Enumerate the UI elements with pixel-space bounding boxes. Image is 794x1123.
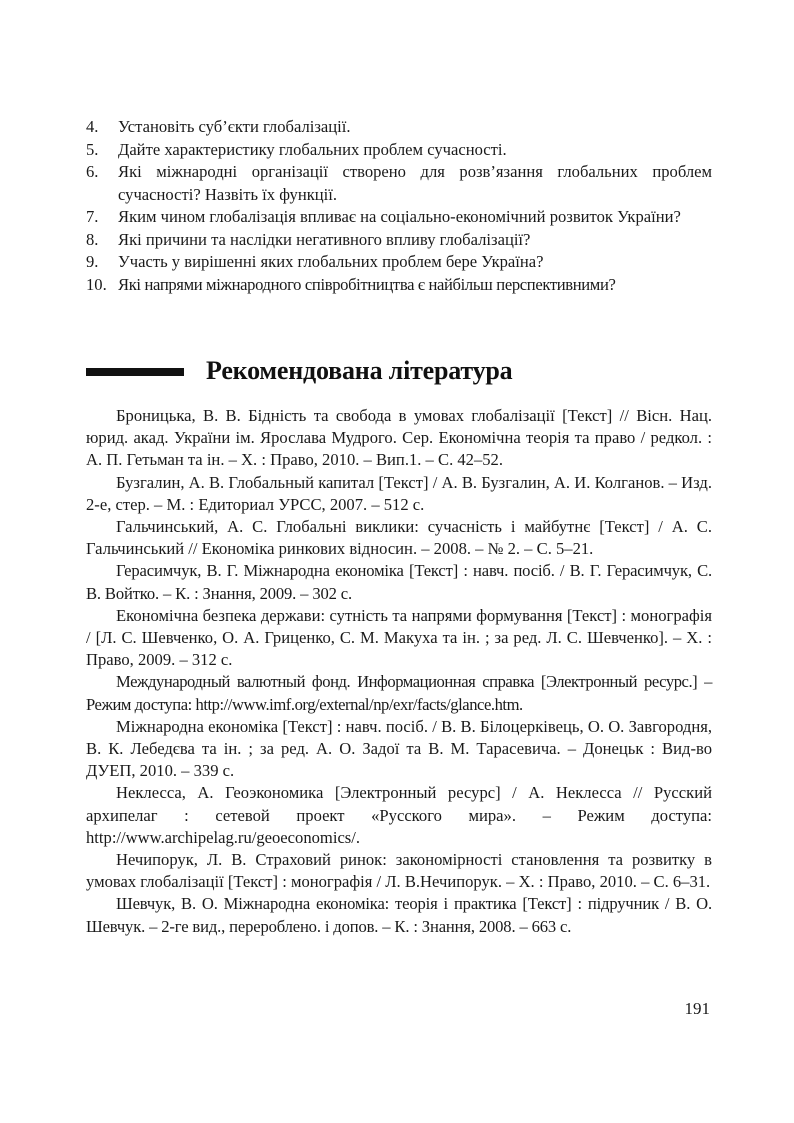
reference-entry: Броницька, В. В. Бідність та свобода в умовах глобалізації [Текст] // Вісн. Нац. юрид. акад. України ім. Ярослава Мудрого. Сер. Економічна теорія та право / редкол. : А. П. Гетьман та ін. – Х. : Право, 2010. – Вип.1. – С. 42–52. <box>86 406 712 470</box>
question-text: Участь у вирішенні яких глобальних проблем бере Україна? <box>118 252 544 271</box>
question-text: Яким чином глобалізація впливає на соціально-економічний розвиток України? <box>118 207 681 226</box>
question-number: 6. <box>86 162 99 181</box>
question-item <box>86 161 712 206</box>
question-item <box>86 139 712 162</box>
question-text: Які міжнародні організації створено для розв’язання глобальних проблем сучасності? Назвіть їх функції. <box>118 162 712 204</box>
question-item <box>86 116 712 139</box>
question-text: Дайте характеристику глобальних проблем сучасності. <box>118 139 507 159</box>
reference-entry: Шевчук, В. О. Міжнародна економіка: теорія і практика [Текст] : підручник / В. О. Шевчук. – 2-ге вид., перероблено. і допов. – К. : Знання, 2008. – 663 с. <box>86 894 712 936</box>
reference-entry: Нечипорук, Л. В. Страховий ринок: закономірності становлення та розвитку в умовах глобалізації [Текст] : монографія / Л. В.Нечипорук. – Х. : Право, 2010. – С. 6–31. <box>86 850 712 892</box>
question-item <box>86 274 712 297</box>
section-title: Рекомендована література <box>206 356 513 385</box>
reference-entry: Економічна безпека держави: сутність та напрями формування [Текст] : монографія / [Л. С. Шевченко, О. А. Гриценко, С. М. Макуха та ін. ; за ред. Л. С. Шевченко]. – Х. : Право, 2009. – 312 с. <box>86 605 712 670</box>
reference-entry: Міжнародна економіка [Текст] : навч. посіб. / В. В. Білоцерківець, О. О. Завгородня, В. К. Лебедєва та ін. ; за ред. А. О. Задої та В. М. Тарасевича. – Донецьк : Вид-во ДУЕП, 2010. – 339 с. <box>86 716 712 781</box>
section-heading-bar <box>86 368 184 376</box>
reference-list <box>86 405 712 938</box>
reference-entry: Гальчинський, А. С. Глобальні виклики: сучасність і майбутнє [Текст] / А. С. Гальчинський // Економіка ринкових відносин. – 2008. – № 2. – С. 5–21. <box>86 517 712 559</box>
question-item <box>86 206 712 229</box>
question-number: 4. <box>86 117 99 136</box>
question-text: Установіть суб’єкти глобалізації. <box>118 117 351 136</box>
review-questions-list <box>86 116 712 296</box>
reference-entry: Герасимчук, В. Г. Міжнародна економіка [Текст] : навч. посіб. / В. Г. Герасимчук, С. В. Войтко. – К. : Знання, 2009. – 302 с. <box>86 561 712 603</box>
question-number: 5. <box>86 139 99 159</box>
reference-entry: Международный валютный фонд. Информационная справка [Электронный ресурс.] – Режим доступа: http://www.imf.org/external/np/exr/facts/glance.htm. <box>86 672 712 714</box>
question-item <box>86 229 712 252</box>
reference-entry: Неклесса, А. Геоэкономика [Электронный ресурс] / А. Неклесса // Русский архипелаг : сетевой проект «Русского мира». – Режим доступа: http://www.archipelag.ru/geoeconomics/. <box>86 783 712 847</box>
question-item <box>86 251 712 274</box>
question-text: Які напрями міжнародного співробітництва є найбільш перспективними? <box>118 274 616 294</box>
question-text: Які причини та наслідки негативного впливу глобалізації? <box>118 229 531 249</box>
question-number: 7. <box>86 207 99 226</box>
question-number: 10. <box>86 274 107 294</box>
reference-entry: Бузгалин, А. В. Глобальный капитал [Текст] / А. В. Бузгалин, А. И. Колганов. – Изд. 2-е, стер. – М. : Едиториал УРСС, 2007. – 512 с. <box>86 472 712 514</box>
question-number: 8. <box>86 229 99 249</box>
question-number: 9. <box>86 252 99 271</box>
page-number: 191 <box>684 999 710 1018</box>
section-heading <box>86 354 712 388</box>
